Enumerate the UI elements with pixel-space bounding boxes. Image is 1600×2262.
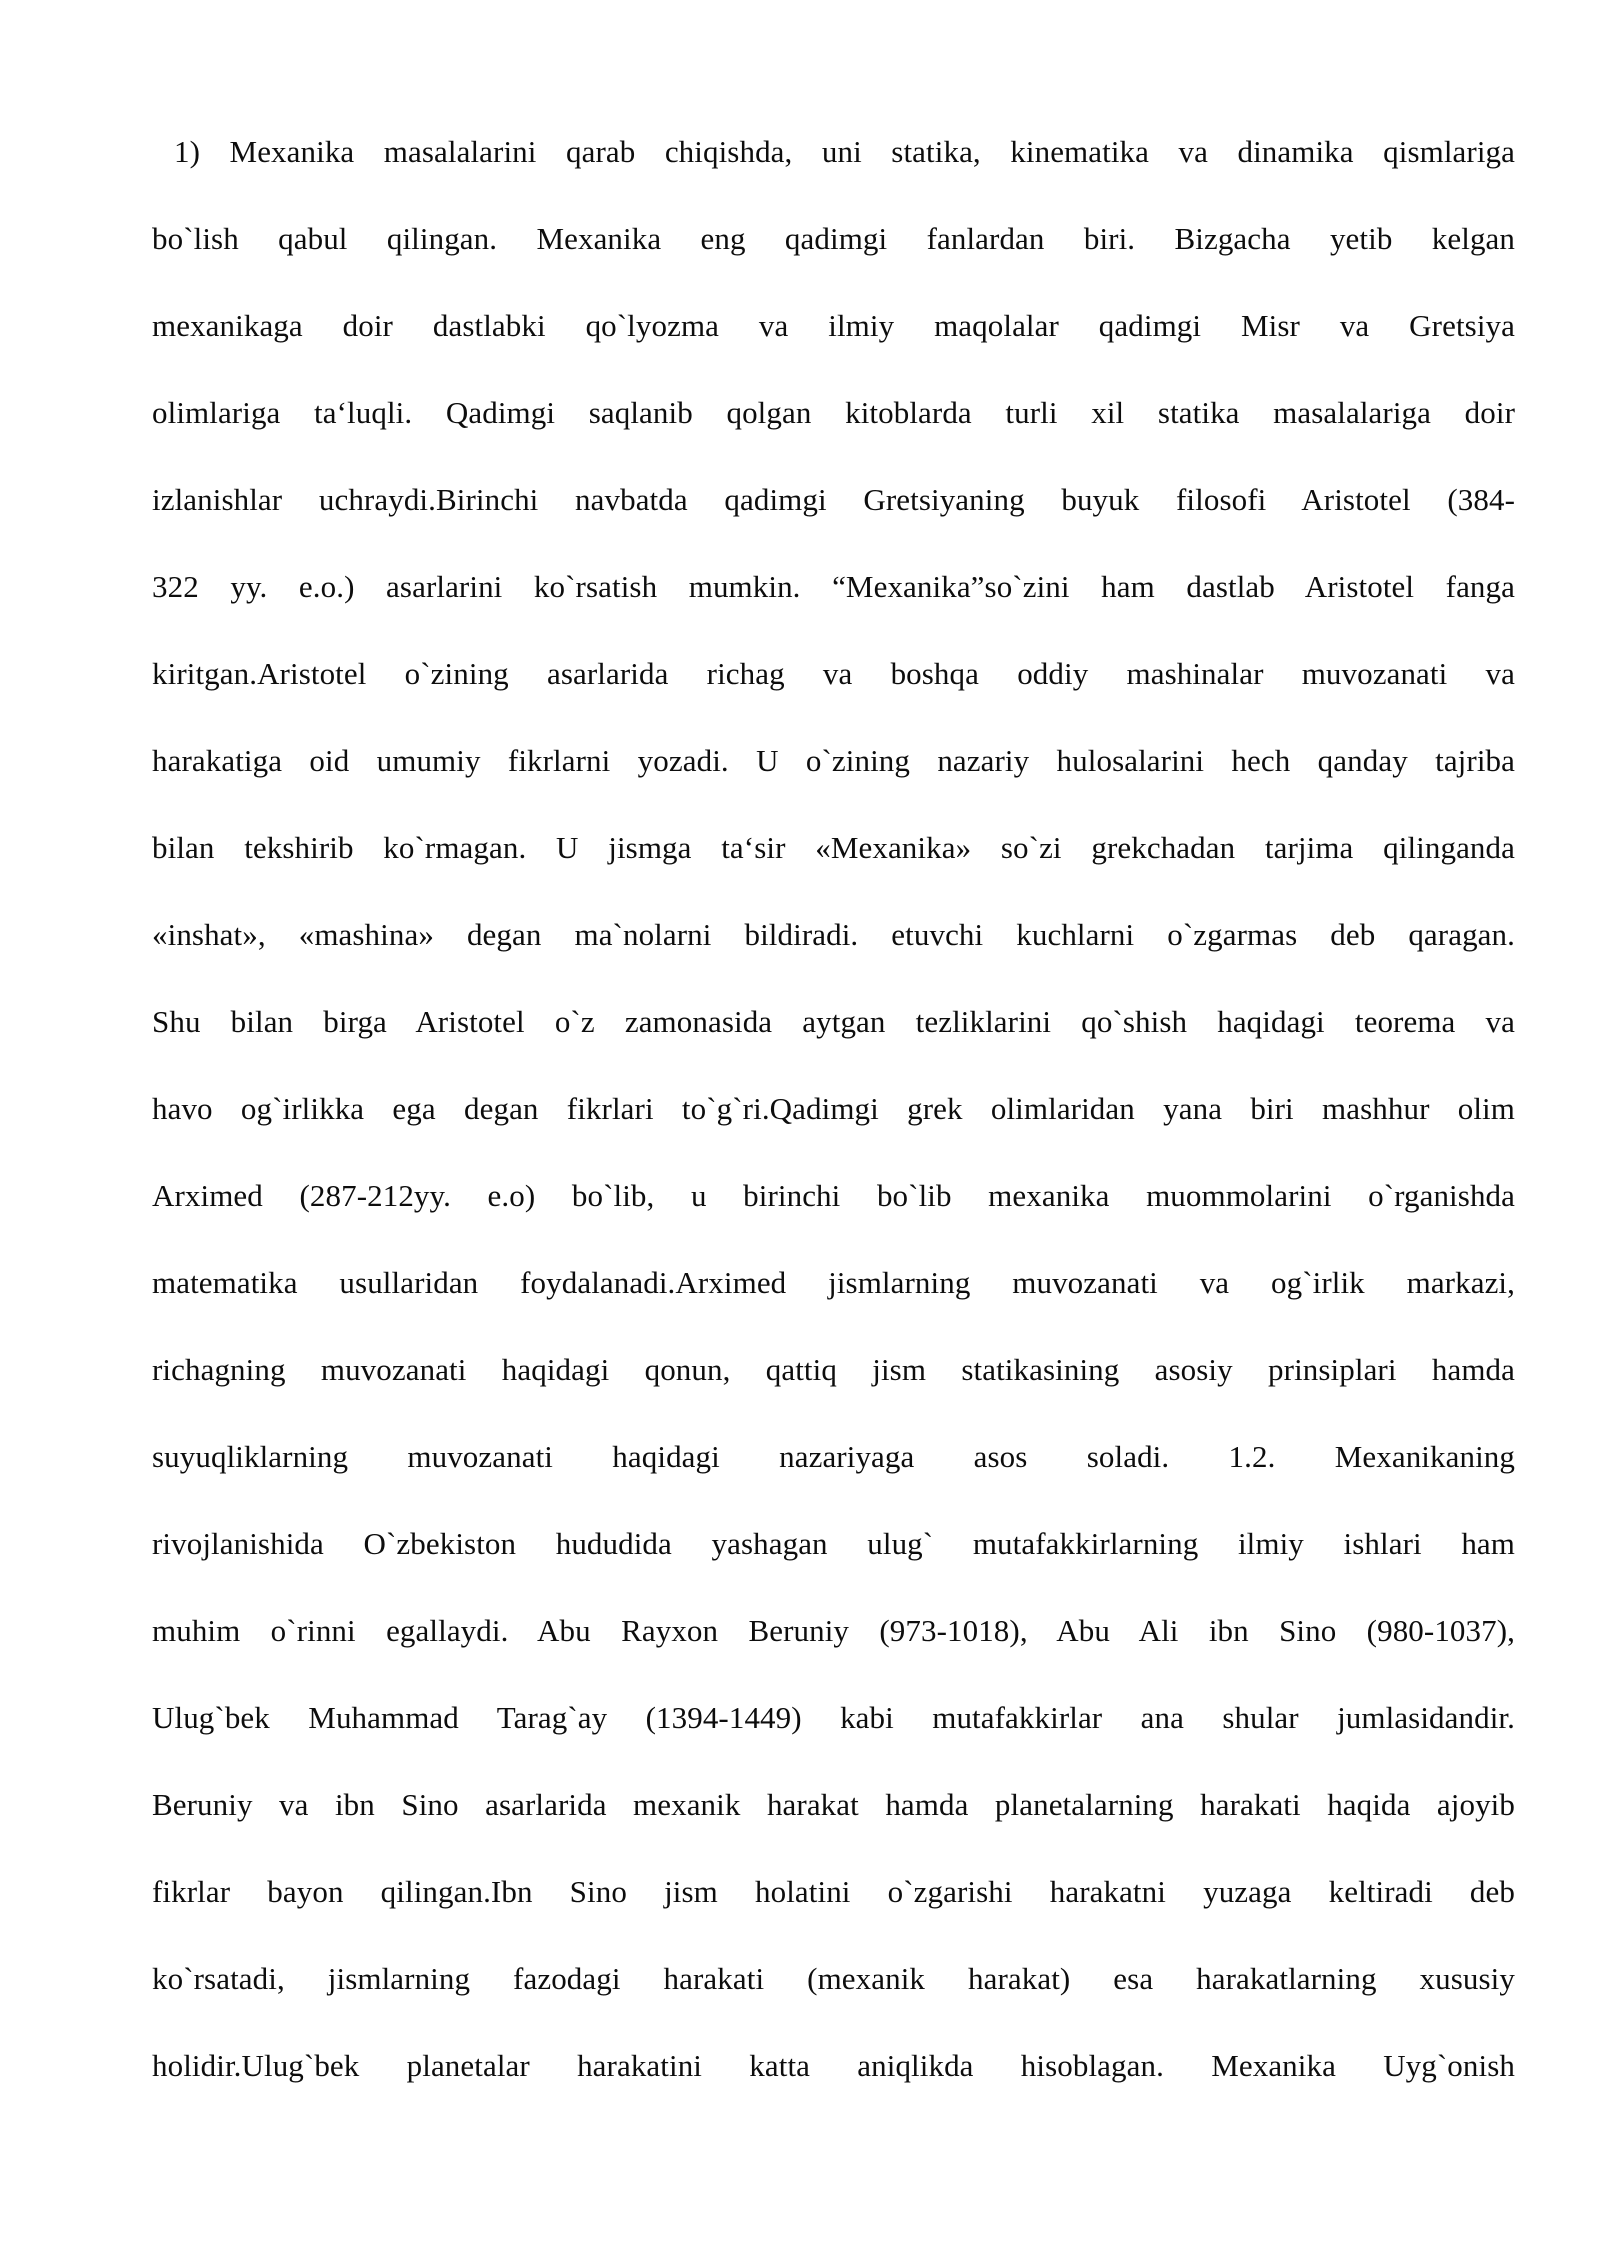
- text-line: bo`lish qabul qilingan. Mexanika eng qadimgi fanlardan biri. Bizgacha yetib kelgan: [152, 221, 1515, 256]
- text-line: olimlariga ta‘luqli. Qadimgi saqlanib qolgan kitoblarda turli xil statika masalalariga doir: [152, 395, 1515, 430]
- text-line: richagning muvozanati haqidagi qonun, qattiq jism statikasining asosiy prinsiplari hamda: [152, 1352, 1515, 1387]
- text-line: muhim o`rinni egallaydi. Abu Rayxon Beruniy (973-1018), Abu Ali ibn Sino (980-1037),: [152, 1613, 1515, 1648]
- text-line: Ulug`bek Muhammad Tarag`ay (1394-1449) kabi mutafakkirlar ana shular jumlasidandir.: [152, 1700, 1515, 1735]
- text-line: kiritgan.Aristotel o`zining asarlarida richag va boshqa oddiy mashinalar muvozanati va: [152, 656, 1515, 691]
- text-line: rivojlanishida O`zbekiston hududida yashagan ulug` mutafakkirlarning ilmiy ishlari ham: [152, 1526, 1515, 1561]
- text-line: ko`rsatadi, jismlarning fazodagi harakati (mexanik harakat) esa harakatlarning xususiy: [152, 1961, 1515, 1996]
- text-line: suyuqliklarning muvozanati haqidagi nazariyaga asos soladi. 1.2. Mexanikaning: [152, 1439, 1515, 1474]
- document-page: [152, 108, 1515, 2109]
- text-line: 1) Mexanika masalalarini qarab chiqishda, uni statika, kinematika va dinamika qismlariga: [174, 134, 1515, 169]
- text-line: fikrlar bayon qilingan.Ibn Sino jism holatini o`zgarishi harakatni yuzaga keltiradi deb: [152, 1874, 1515, 1909]
- text-line: 322 yy. e.o.) asarlarini ko`rsatish mumkin. “Mexanika”so`zini ham dastlab Aristotel fanga: [152, 569, 1515, 604]
- text-line: havo og`irlikka ega degan fikrlari to`g`ri.Qadimgi grek olimlaridan yana biri mashhur olim: [152, 1091, 1515, 1126]
- text-line: Beruniy va ibn Sino asarlarida mexanik harakat hamda planetalarning harakati haqida ajoyib: [152, 1787, 1515, 1822]
- text-line: mexanikaga doir dastlabki qo`lyozma va ilmiy maqolalar qadimgi Misr va Gretsiya: [152, 308, 1515, 343]
- text-line: bilan tekshirib ko`rmagan. U jismga ta‘sir «Mexanika» so`zi grekchadan tarjima qilinganda: [152, 830, 1515, 865]
- text-line: harakatiga oid umumiy fikrlarni yozadi. U o`zining nazariy hulosalarini hech qanday tajriba: [152, 743, 1515, 778]
- text-line: holidir.Ulug`bek planetalar harakatini katta aniqlikda hisoblagan. Mexanika Uyg`onish: [152, 2048, 1515, 2083]
- text-line: izlanishlar uchraydi.Birinchi navbatda qadimgi Gretsiyaning buyuk filosofi Aristotel (384-: [152, 482, 1515, 517]
- text-line: «inshat», «mashina» degan ma`nolarni bildiradi. etuvchi kuchlarni o`zgarmas deb qaragan.: [152, 917, 1515, 952]
- text-line: matematika usullaridan foydalanadi.Arximed jismlarning muvozanati va og`irlik markazi,: [152, 1265, 1515, 1300]
- text-line: Arximed (287-212yy. e.o) bo`lib, u birinchi bo`lib mexanika muommolarini o`rganishda: [152, 1178, 1515, 1213]
- text-line: Shu bilan birga Aristotel o`z zamonasida aytgan tezliklarini qo`shish haqidagi teorema va: [152, 1004, 1515, 1039]
